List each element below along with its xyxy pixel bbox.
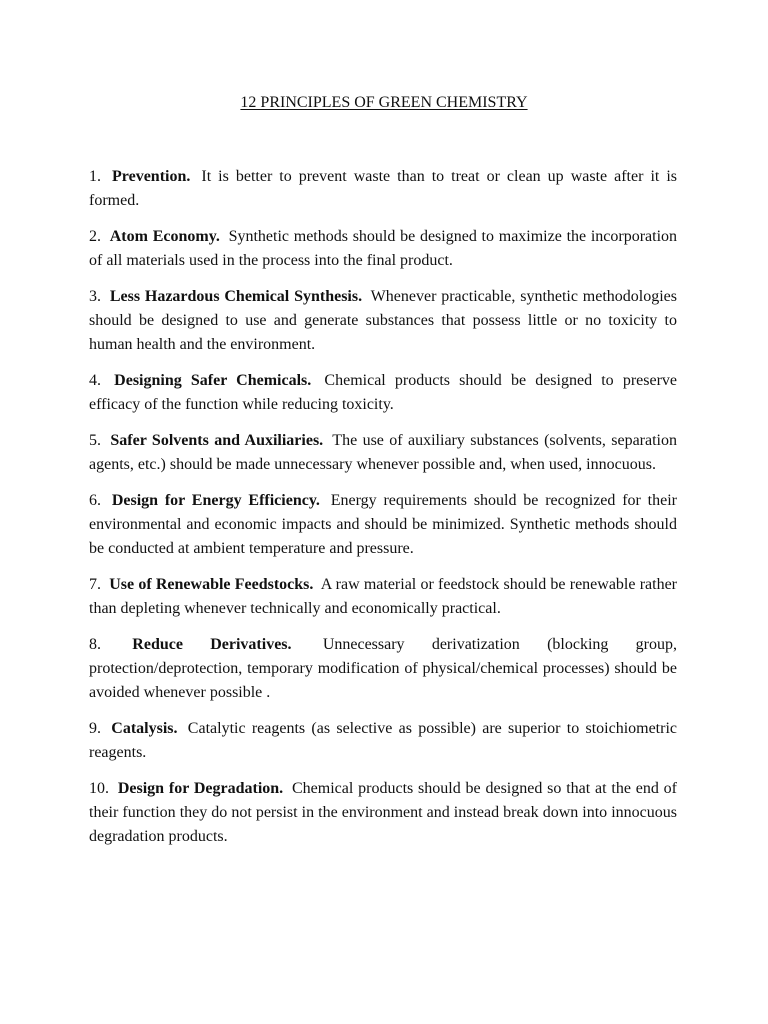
principle-text: Synthetic methods should be designed to maximize the incorporation of all materials used in the process into the final product.: [89, 228, 678, 269]
principle-name: Safer Solvents and Auxiliaries.: [110, 432, 324, 449]
principle-number: 4.: [89, 372, 101, 389]
principle-name: Less Hazardous Chemical Synthesis.: [109, 288, 363, 305]
principle-text: Whenever practicable, synthetic methodologies should be designed to use and generate substances that possess little or no toxicity to human health and the environment.: [89, 288, 678, 353]
principle-item: [89, 429, 677, 477]
principle-text: Catalytic reagents (as selective as possible) are superior to stoichiometric reagents.: [89, 720, 678, 761]
principle-number: 3.: [89, 288, 101, 305]
principle-number: 2.: [89, 228, 101, 245]
principle-text: A raw material or feedstock should be renewable rather than depleting whenever technically and economically practical.: [89, 576, 678, 617]
principle-text: Chemical products should be designed to preserve efficacy of the function while reducing toxicity.: [89, 372, 678, 413]
document-title: 12 PRINCIPLES OF GREEN CHEMISTRY: [240, 94, 528, 111]
principle-item: [89, 165, 677, 213]
principles-list: [89, 165, 677, 861]
principle-number: 6.: [89, 492, 101, 509]
principle-name: Design for Degradation.: [117, 780, 284, 797]
principle-number: 8.: [89, 636, 101, 653]
principle-name: Reduce Derivatives.: [132, 636, 292, 653]
principle-number: 10.: [89, 780, 109, 797]
principle-text: Chemical products should be designed so that at the end of their function they do not persist in the environment and instead break down into innocuous degradation products.: [89, 780, 678, 845]
principle-item: [89, 717, 677, 765]
principle-text: It is better to prevent waste than to treat or clean up waste after it is formed.: [89, 168, 678, 209]
principle-item: [89, 285, 677, 357]
principle-name: Use of Renewable Feedstocks.: [109, 576, 314, 593]
principle-number: 5.: [89, 432, 101, 449]
principle-item: [89, 633, 677, 705]
principle-number: 7.: [89, 576, 101, 593]
principle-item: [89, 489, 677, 561]
principle-item: [89, 777, 677, 849]
principle-name: Designing Safer Chemicals.: [114, 372, 312, 389]
principle-name: Design for Energy Efficiency.: [111, 492, 320, 509]
principle-text: Energy requirements should be recognized for their environmental and economic impacts and should be minimized. Synthetic methods should be conducted at ambient temperature and pressure.: [89, 492, 677, 557]
principle-number: 9.: [89, 720, 101, 737]
principle-name: Catalysis.: [111, 720, 178, 737]
principle-number: 1.: [89, 168, 101, 185]
document-title-wrapper: [0, 92, 768, 114]
principle-text: The use of auxiliary substances (solvents, separation agents, etc.) should be made unnecessary whenever possible and, when used, innocuous.: [89, 432, 677, 473]
principle-text: Unnecessary derivatization (blocking group, protection/deprotection, temporary modification of physical/chemical processes) should be avoided whenever possible .: [89, 636, 677, 701]
principle-item: [89, 225, 677, 273]
principle-name: Atom Economy.: [109, 228, 220, 245]
principle-name: Prevention.: [112, 168, 191, 185]
principle-item: [89, 369, 677, 417]
principle-item: [89, 573, 677, 621]
